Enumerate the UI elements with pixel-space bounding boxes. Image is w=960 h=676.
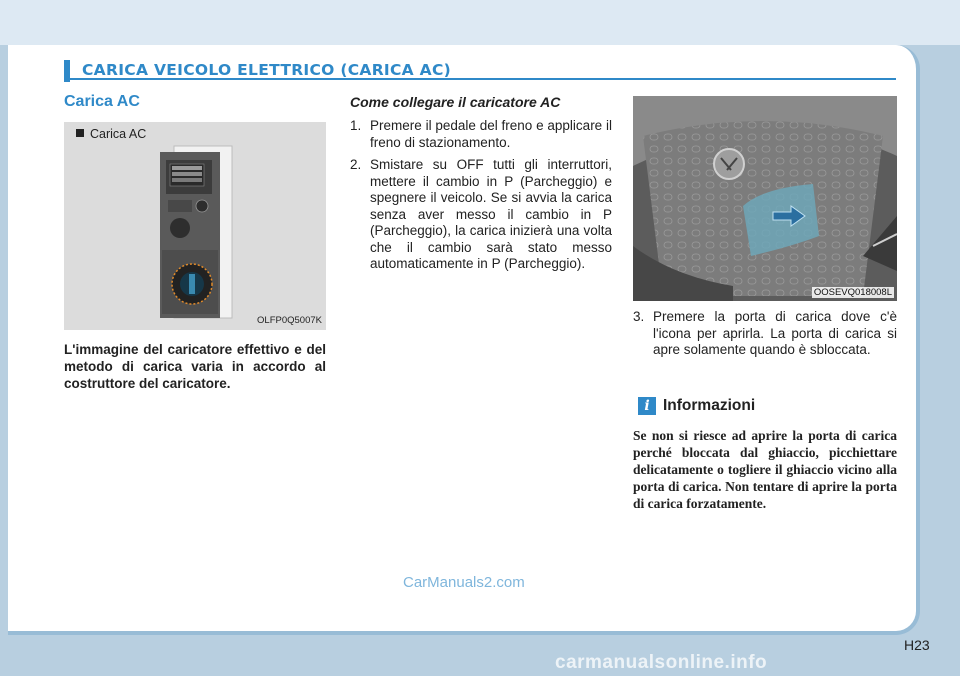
charger-note: L'immagine del caricatore effettivo e del metodo di carica varia in accordo al costruttore del caricatore. bbox=[64, 342, 326, 391]
figure-code: OLFP0Q5007K bbox=[257, 315, 322, 326]
heading-come-collegare: Come collegare il caricatore AC bbox=[350, 94, 561, 110]
page-number: H23 bbox=[904, 637, 930, 653]
step-text: Smistare su OFF tutti gli interruttori, mettere il cambio in P (Parcheggio) e spegnere il veicolo. Se si avvia la carica senza aver messo il cambio in P (Parcheggio), la carica inizierà una volta che il cambio sarà stato messo automaticamente in P (Parcheggio). bbox=[370, 157, 612, 271]
footer-watermark: carmanualsonline.info bbox=[555, 652, 768, 673]
info-text: Se non si riesce ad aprire la porta di carica perché bloccata dal ghiaccio, picchiettare delicatamente o togliere il ghiaccio vicino alla porta di carica. Non tentare di aprire la porta di carica forzatamente. bbox=[633, 428, 897, 511]
info-icon: i bbox=[638, 397, 656, 415]
step-number: 3. bbox=[633, 309, 645, 324]
step-number: 1. bbox=[350, 118, 362, 133]
car-front-illustration bbox=[633, 96, 897, 301]
step-1 bbox=[350, 118, 612, 151]
figure-charge-port bbox=[633, 96, 897, 301]
square-bullet-icon bbox=[76, 129, 84, 137]
ac-charger-illustration bbox=[156, 144, 234, 320]
heading-carica-ac: Carica AC bbox=[64, 93, 140, 110]
section-title: CARICA VEICOLO ELETTRICO (CARICA AC) bbox=[82, 61, 452, 79]
watermark-link[interactable]: CarManuals2.com bbox=[403, 574, 525, 591]
step-2 bbox=[350, 157, 612, 273]
figure-caption bbox=[76, 127, 146, 141]
top-band bbox=[0, 0, 960, 45]
figure-charger bbox=[64, 122, 326, 330]
info-title: Informazioni bbox=[663, 397, 756, 414]
step-number: 2. bbox=[350, 157, 362, 172]
step-text: Premere il pedale del freno e applicare il freno di stazionamento. bbox=[370, 118, 612, 150]
figure-caption-text: Carica AC bbox=[90, 127, 147, 141]
step-3 bbox=[633, 309, 897, 359]
steps-list bbox=[350, 118, 612, 279]
step-text: Premere la porta di carica dove c'è l'icona per aprirla. La porta di carica si apre solamente quando è sbloccata. bbox=[653, 309, 897, 357]
section-title-bar bbox=[64, 60, 896, 82]
figure-code: OOSEVQ018008L bbox=[813, 287, 892, 298]
